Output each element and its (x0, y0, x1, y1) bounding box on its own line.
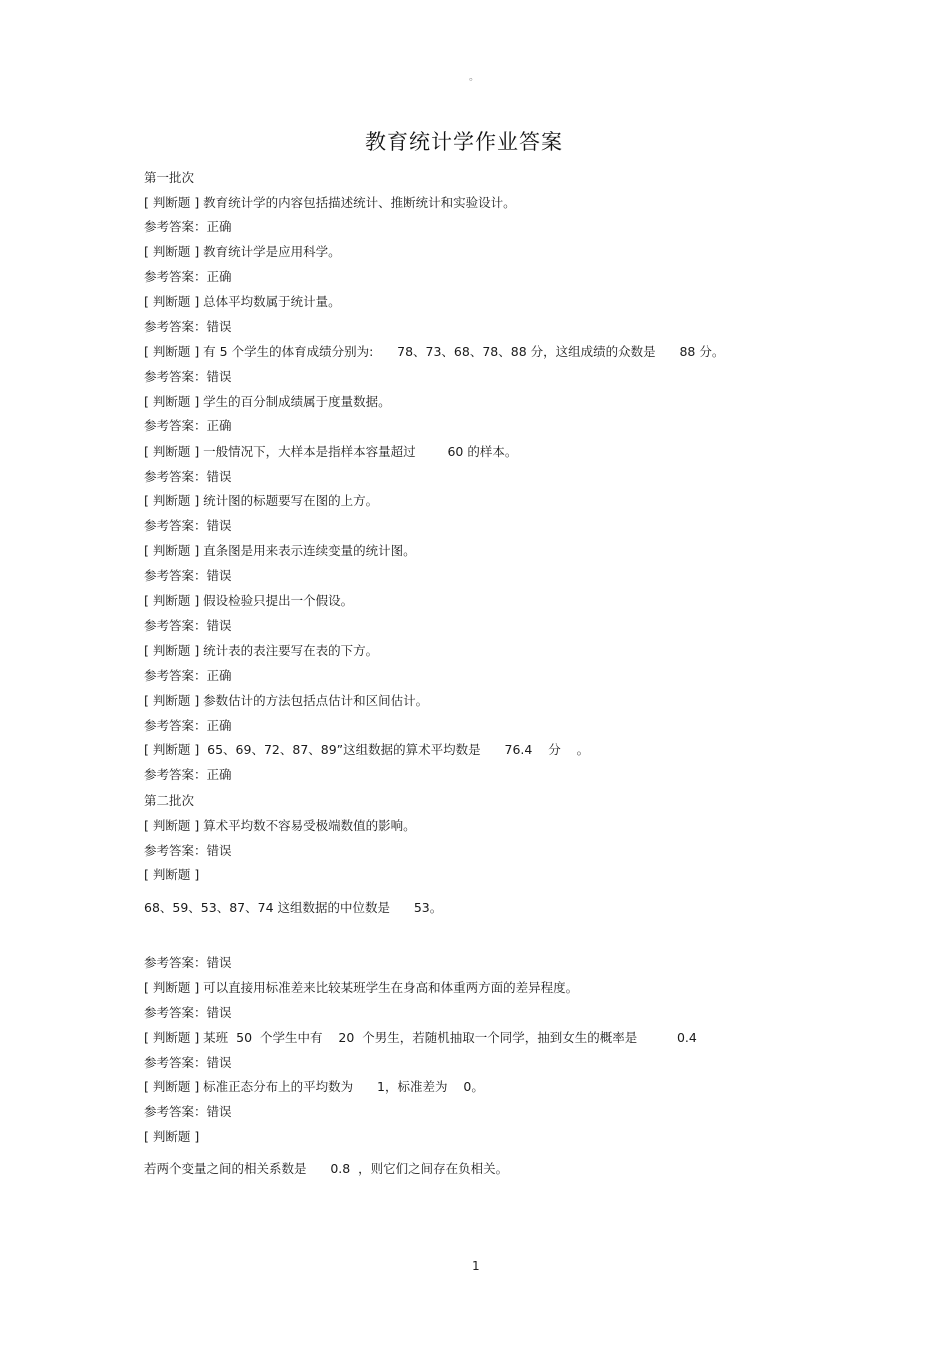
question-line: [ 判断题 ] 标准正态分布上的平均数为 1，标准差为 0。 (144, 1079, 484, 1094)
answer-line: 参考答案：错误 (144, 469, 232, 484)
answer-line: 参考答案：错误 (144, 843, 232, 858)
question-line: [ 判断题 ] 假设检验只提出一个假设。 (144, 593, 354, 608)
question-line: [ 判断题 ] 直条图是用来表示连续变量的统计图。 (144, 543, 416, 558)
answer-line: 参考答案：错误 (144, 1005, 232, 1020)
question-line: [ 判断题 ] 参数估计的方法包括点估计和区间估计。 (144, 693, 429, 708)
page-number: 1 (472, 1259, 480, 1273)
question-line: [ 判断题 ] 统计图的标题要写在图的上方。 (144, 493, 379, 508)
question-line: [ 判断题 ] 教育统计学的内容包括描述统计、推断统计和实验设计。 (144, 195, 516, 210)
question-text: 若两个变量之间的相关系数是 0.8 ，则它们之间存在负相关。 (144, 1161, 509, 1176)
batch-heading: 第一批次 (144, 170, 195, 185)
question-line: [ 判断题 ] 教育统计学是应用科学。 (144, 244, 341, 259)
question-line: [ 判断题 ] 65、69、72、87、89”这组数据的算术平均数是 76.4 分 。 (144, 742, 590, 757)
question-text: 68、59、53、87、74 这组数据的中位数是 53。 (144, 900, 443, 915)
question-line: [ 判断题 ] 学生的百分制成绩属于度量数据。 (144, 394, 391, 409)
batch-heading: 第二批次 (144, 793, 195, 808)
answer-line: 参考答案：错误 (144, 319, 232, 334)
question-line: [ 判断题 ] (144, 867, 200, 882)
answer-line: 参考答案：错误 (144, 618, 232, 633)
question-line: [ 判断题 ] 总体平均数属于统计量。 (144, 294, 341, 309)
question-line: [ 判断题 ] 算术平均数不容易受极端数值的影响。 (144, 818, 416, 833)
question-line: [ 判断题 ] (144, 1129, 200, 1144)
answer-line: 参考答案：正确 (144, 418, 232, 433)
answer-line: 参考答案：正确 (144, 668, 232, 683)
document-title: 教育统计学作业答案 (365, 130, 563, 154)
question-line: [ 判断题 ] 某班 50 个学生中有 20 个男生，若随机抽取一个同学，抽到女生的概率是 0.4 (144, 1030, 697, 1045)
answer-line: 参考答案：正确 (144, 718, 232, 733)
question-line: [ 判断题 ] 一般情况下，大样本是指样本容量超过 60 的样本。 (144, 444, 518, 459)
answer-line: 参考答案：正确 (144, 269, 232, 284)
answer-line: 参考答案：错误 (144, 369, 232, 384)
question-line: [ 判断题 ] 有 5 个学生的体育成绩分别为: 78、73、68、78、88 分，这组成绩的众数是 88 分。 (144, 344, 725, 359)
answer-line: 参考答案：正确 (144, 219, 232, 234)
question-line: [ 判断题 ] 统计表的表注要写在表的下方。 (144, 643, 379, 658)
question-line: [ 判断题 ] 可以直接用标准差来比较某班学生在身高和体重两方面的差异程度。 (144, 980, 579, 995)
answer-line: 参考答案：错误 (144, 955, 232, 970)
answer-line: 参考答案：错误 (144, 1055, 232, 1070)
top-mark: 。 (469, 72, 479, 83)
answer-line: 参考答案：错误 (144, 568, 232, 583)
answer-line: 参考答案：错误 (144, 1104, 232, 1119)
answer-line: 参考答案：正确 (144, 767, 232, 782)
answer-line: 参考答案：错误 (144, 518, 232, 533)
